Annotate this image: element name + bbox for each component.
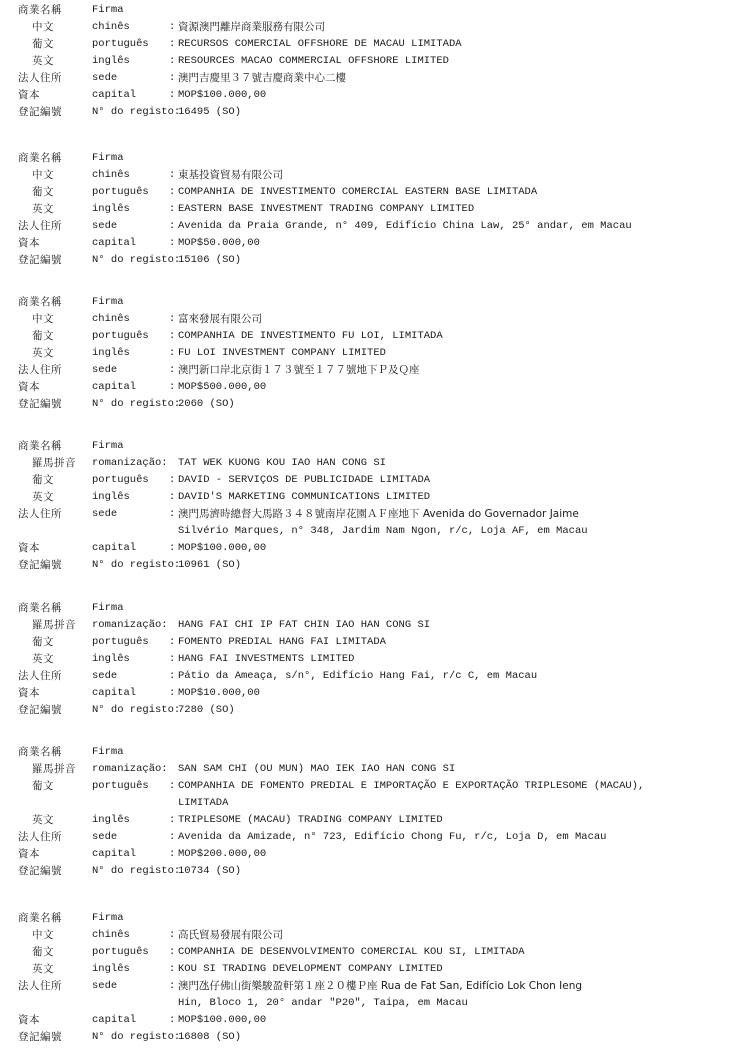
- colon: :: [169, 491, 176, 503]
- capital-value: MOP$200.000,00: [178, 848, 267, 860]
- colon: :: [169, 980, 176, 992]
- registo-value: 10961 (SO): [178, 559, 242, 571]
- colon: :: [169, 963, 176, 975]
- capital-value: MOP$100.000,00: [178, 1014, 267, 1026]
- capital-value: MOP$100.000,00: [178, 542, 267, 554]
- ingles-label-pt: inglês: [92, 55, 130, 67]
- registo-label-pt: N° do registo:: [92, 106, 181, 118]
- portugues-value: DAVID - SERVIÇOS DE PUBLICIDADE LIMITADA: [178, 474, 431, 486]
- colon: :: [169, 21, 176, 33]
- sede-label-cjk: 法人住所: [18, 364, 62, 376]
- registo-value: 16495 (SO): [178, 106, 242, 118]
- portugues-label-cjk: 葡文: [32, 780, 54, 792]
- sede-label-pt: sede: [92, 364, 118, 376]
- portugues-label-pt: português: [92, 636, 149, 648]
- registo-value: 2060 (SO): [178, 398, 235, 410]
- firma-label-pt: Firma: [92, 4, 124, 16]
- colon: :: [169, 330, 176, 342]
- ingles-value: RESOURCES MACAO COMMERCIAL OFFSHORE LIMITED: [178, 55, 449, 67]
- colon: :: [169, 347, 176, 359]
- capital-label-cjk: 資本: [18, 848, 40, 860]
- portugues-value: COMPANHIA DE DESENVOLVIMENTO COMERCIAL KOU SI, LIMITADA: [178, 946, 525, 958]
- ingles-label-cjk: 英文: [32, 203, 54, 215]
- capital-label-cjk: 資本: [18, 237, 40, 249]
- sede-label-cjk: 法人住所: [18, 980, 62, 992]
- portugues-label-pt: português: [92, 780, 149, 792]
- registo-value: 10734 (SO): [178, 865, 242, 877]
- chines-label-pt: chinês: [92, 313, 130, 325]
- registo-label-pt: N° do registo:: [92, 704, 181, 716]
- sede-value-continued: Hin, Bloco 1, 20° andar "P20", Taipa, em Macau: [178, 997, 468, 1009]
- firma-label-cjk: 商業名稱: [18, 296, 62, 308]
- sede-label-pt: sede: [92, 670, 118, 682]
- romanizacao-label-cjk: 羅馬拼音: [32, 619, 76, 631]
- ingles-value: DAVID'S MARKETING COMMUNICATIONS LIMITED: [178, 491, 431, 503]
- chines-label-cjk: 中文: [32, 21, 54, 33]
- ingles-label-pt: inglês: [92, 347, 130, 359]
- sede-label-pt: sede: [92, 508, 118, 520]
- capital-label-pt: capital: [92, 381, 137, 393]
- capital-label-pt: capital: [92, 237, 137, 249]
- portugues-label-pt: português: [92, 186, 149, 198]
- capital-label-pt: capital: [92, 848, 137, 860]
- capital-label-pt: capital: [92, 89, 137, 101]
- firma-label-cjk: 商業名稱: [18, 4, 62, 16]
- sede-value-continued: Silvério Marques, n° 348, Jardim Nam Ngon, r/c, Loja AF, em Macau: [178, 525, 588, 537]
- romanizacao-label-pt: romanização:: [92, 457, 168, 469]
- registo-value: 16808 (SO): [178, 1031, 242, 1043]
- colon: :: [169, 186, 176, 198]
- colon: :: [169, 653, 176, 665]
- capital-label-cjk: 資本: [18, 381, 40, 393]
- firma-label-cjk: 商業名稱: [18, 152, 62, 164]
- colon: :: [169, 814, 176, 826]
- sede-label-cjk: 法人住所: [18, 72, 62, 84]
- ingles-label-pt: inglês: [92, 491, 130, 503]
- portugues-label-pt: português: [92, 38, 149, 50]
- sede-label-pt: sede: [92, 72, 118, 84]
- registo-label-pt: N° do registo:: [92, 398, 181, 410]
- romanizacao-value: SAN SAM CHI (OU MUN) MAO IEK IAO HAN CONG SI: [178, 763, 456, 775]
- portugues-label-cjk: 葡文: [32, 38, 54, 50]
- firma-label-pt: Firma: [92, 152, 124, 164]
- colon: :: [169, 364, 176, 376]
- romanizacao-value: TAT WEK KUONG KOU IAO HAN CONG SI: [178, 457, 386, 469]
- chines-value: 資源澳門離岸商業服務有限公司: [178, 21, 325, 33]
- chines-label-pt: chinês: [92, 169, 130, 181]
- ingles-label-pt: inglês: [92, 203, 130, 215]
- romanizacao-label-pt: romanização:: [92, 619, 168, 631]
- capital-label-pt: capital: [92, 542, 137, 554]
- firma-label-cjk: 商業名稱: [18, 602, 62, 614]
- registo-label-pt: N° do registo:: [92, 559, 181, 571]
- capital-label-pt: capital: [92, 687, 137, 699]
- chines-label-cjk: 中文: [32, 169, 54, 181]
- firma-label-pt: Firma: [92, 746, 124, 758]
- capital-label-cjk: 資本: [18, 1014, 40, 1026]
- sede-value: Avenida da Amizade, n° 723, Edifício Chong Fu, r/c, Loja D, em Macau: [178, 831, 607, 843]
- colon: :: [169, 381, 176, 393]
- portugues-label-cjk: 葡文: [32, 474, 54, 486]
- chines-label-cjk: 中文: [32, 929, 54, 941]
- registo-label-pt: N° do registo:: [92, 865, 181, 877]
- chines-label-cjk: 中文: [32, 313, 54, 325]
- registo-label-cjk: 登記編號: [18, 704, 62, 716]
- portugues-value: COMPANHIA DE FOMENTO PREDIAL E IMPORTAÇÃO E EXPORTAÇÃO TRIPLESOME (MACAU),: [178, 780, 645, 792]
- portugues-label-cjk: 葡文: [32, 330, 54, 342]
- sede-label-pt: sede: [92, 831, 118, 843]
- colon: :: [169, 687, 176, 699]
- ingles-label-pt: inglês: [92, 653, 130, 665]
- romanizacao-label-cjk: 羅馬拼音: [32, 763, 76, 775]
- colon: :: [169, 313, 176, 325]
- portugues-value: RECURSOS COMERCIAL OFFSHORE DE MACAU LIMITADA: [178, 38, 462, 50]
- ingles-label-cjk: 英文: [32, 653, 54, 665]
- ingles-label-cjk: 英文: [32, 55, 54, 67]
- registo-label-cjk: 登記編號: [18, 865, 62, 877]
- portugues-label-pt: português: [92, 330, 149, 342]
- registo-label-cjk: 登記編號: [18, 1031, 62, 1043]
- sede-value: 澳門新口岸北京街１７３號至１７７號地下Ｐ及Ｑ座: [178, 364, 420, 376]
- portugues-value: COMPANHIA DE INVESTIMENTO COMERCIAL EASTERN BASE LIMITADA: [178, 186, 538, 198]
- colon: :: [169, 929, 176, 941]
- portugues-label-pt: português: [92, 474, 149, 486]
- colon: :: [169, 636, 176, 648]
- ingles-value: HANG FAI INVESTMENTS LIMITED: [178, 653, 355, 665]
- ingles-label-cjk: 英文: [32, 814, 54, 826]
- sede-value: 澳門吉慶里３７號吉慶商業中心二樓: [178, 72, 346, 84]
- colon: :: [169, 946, 176, 958]
- colon: :: [169, 169, 176, 181]
- colon: :: [169, 780, 176, 792]
- colon: :: [169, 848, 176, 860]
- firma-label-pt: Firma: [92, 912, 124, 924]
- capital-label-pt: capital: [92, 1014, 137, 1026]
- sede-value: Avenida da Praia Grande, n° 409, Edifício China Law, 25° andar, em Macau: [178, 220, 632, 232]
- colon: :: [169, 38, 176, 50]
- registo-label-cjk: 登記編號: [18, 254, 62, 266]
- registo-value: 7280 (SO): [178, 704, 235, 716]
- registo-value: 15106 (SO): [178, 254, 242, 266]
- ingles-value: TRIPLESOME (MACAU) TRADING COMPANY LIMITED: [178, 814, 443, 826]
- capital-value: MOP$100.000,00: [178, 89, 267, 101]
- firma-label-pt: Firma: [92, 440, 124, 452]
- sede-label-pt: sede: [92, 220, 118, 232]
- sede-label-cjk: 法人住所: [18, 670, 62, 682]
- firma-label-cjk: 商業名稱: [18, 440, 62, 452]
- sede-label-cjk: 法人住所: [18, 831, 62, 843]
- firma-label-pt: Firma: [92, 602, 124, 614]
- capital-value: MOP$500.000,00: [178, 381, 267, 393]
- sede-value: 澳門氹仔佛山街樂駿盈軒第１座２０樓Ｐ座 Rua de Fat San, Edifício Lok Chon Ieng: [178, 980, 583, 992]
- chines-value: 富來發展有限公司: [178, 313, 262, 325]
- colon: :: [169, 220, 176, 232]
- ingles-label-cjk: 英文: [32, 491, 54, 503]
- sede-label-cjk: 法人住所: [18, 508, 62, 520]
- colon: :: [169, 237, 176, 249]
- colon: :: [169, 670, 176, 682]
- ingles-label-cjk: 英文: [32, 963, 54, 975]
- portugues-label-cjk: 葡文: [32, 186, 54, 198]
- sede-label-pt: sede: [92, 980, 118, 992]
- ingles-value: KOU SI TRADING DEVELOPMENT COMPANY LIMITED: [178, 963, 443, 975]
- chines-label-pt: chinês: [92, 929, 130, 941]
- registo-label-cjk: 登記編號: [18, 559, 62, 571]
- colon: :: [169, 831, 176, 843]
- registo-label-cjk: 登記編號: [18, 106, 62, 118]
- chines-label-pt: chinês: [92, 21, 130, 33]
- capital-value: MOP$50.000,00: [178, 237, 260, 249]
- firma-label-cjk: 商業名稱: [18, 746, 62, 758]
- registo-label-pt: N° do registo:: [92, 1031, 181, 1043]
- capital-label-cjk: 資本: [18, 542, 40, 554]
- colon: :: [169, 542, 176, 554]
- capital-value: MOP$10.000,00: [178, 687, 260, 699]
- portugues-value-continued: LIMITADA: [178, 797, 229, 809]
- sede-value: Pátio da Ameaça, s/n°, Edifício Hang Fai, r/c C, em Macau: [178, 670, 538, 682]
- portugues-label-cjk: 葡文: [32, 636, 54, 648]
- capital-label-cjk: 資本: [18, 89, 40, 101]
- sede-value: 澳門馬濟時總督大馬路３４８號南岸花園ＡＦ座地下 Avenida do Governador Jaime: [178, 508, 579, 520]
- colon: :: [169, 474, 176, 486]
- chines-value: 高氏貿易發展有限公司: [178, 929, 283, 941]
- firma-label-pt: Firma: [92, 296, 124, 308]
- firma-label-cjk: 商業名稱: [18, 912, 62, 924]
- portugues-value: COMPANHIA DE INVESTIMENTO FU LOI, LIMITADA: [178, 330, 443, 342]
- capital-label-cjk: 資本: [18, 687, 40, 699]
- colon: :: [169, 89, 176, 101]
- portugues-label-cjk: 葡文: [32, 946, 54, 958]
- chines-value: 東基投資貿易有限公司: [178, 169, 283, 181]
- colon: :: [169, 203, 176, 215]
- portugues-value: FOMENTO PREDIAL HANG FAI LIMITADA: [178, 636, 386, 648]
- ingles-value: EASTERN BASE INVESTMENT TRADING COMPANY LIMITED: [178, 203, 475, 215]
- romanizacao-label-pt: romanização:: [92, 763, 168, 775]
- romanizacao-label-cjk: 羅馬拼音: [32, 457, 76, 469]
- romanizacao-value: HANG FAI CHI IP FAT CHIN IAO HAN CONG SI: [178, 619, 431, 631]
- colon: :: [169, 508, 176, 520]
- colon: :: [169, 55, 176, 67]
- colon: :: [169, 72, 176, 84]
- ingles-label-pt: inglês: [92, 814, 130, 826]
- colon: :: [169, 1014, 176, 1026]
- registo-label-pt: N° do registo:: [92, 254, 181, 266]
- registo-label-cjk: 登記編號: [18, 398, 62, 410]
- ingles-label-pt: inglês: [92, 963, 130, 975]
- ingles-label-cjk: 英文: [32, 347, 54, 359]
- ingles-value: FU LOI INVESTMENT COMPANY LIMITED: [178, 347, 386, 359]
- portugues-label-pt: português: [92, 946, 149, 958]
- sede-label-cjk: 法人住所: [18, 220, 62, 232]
